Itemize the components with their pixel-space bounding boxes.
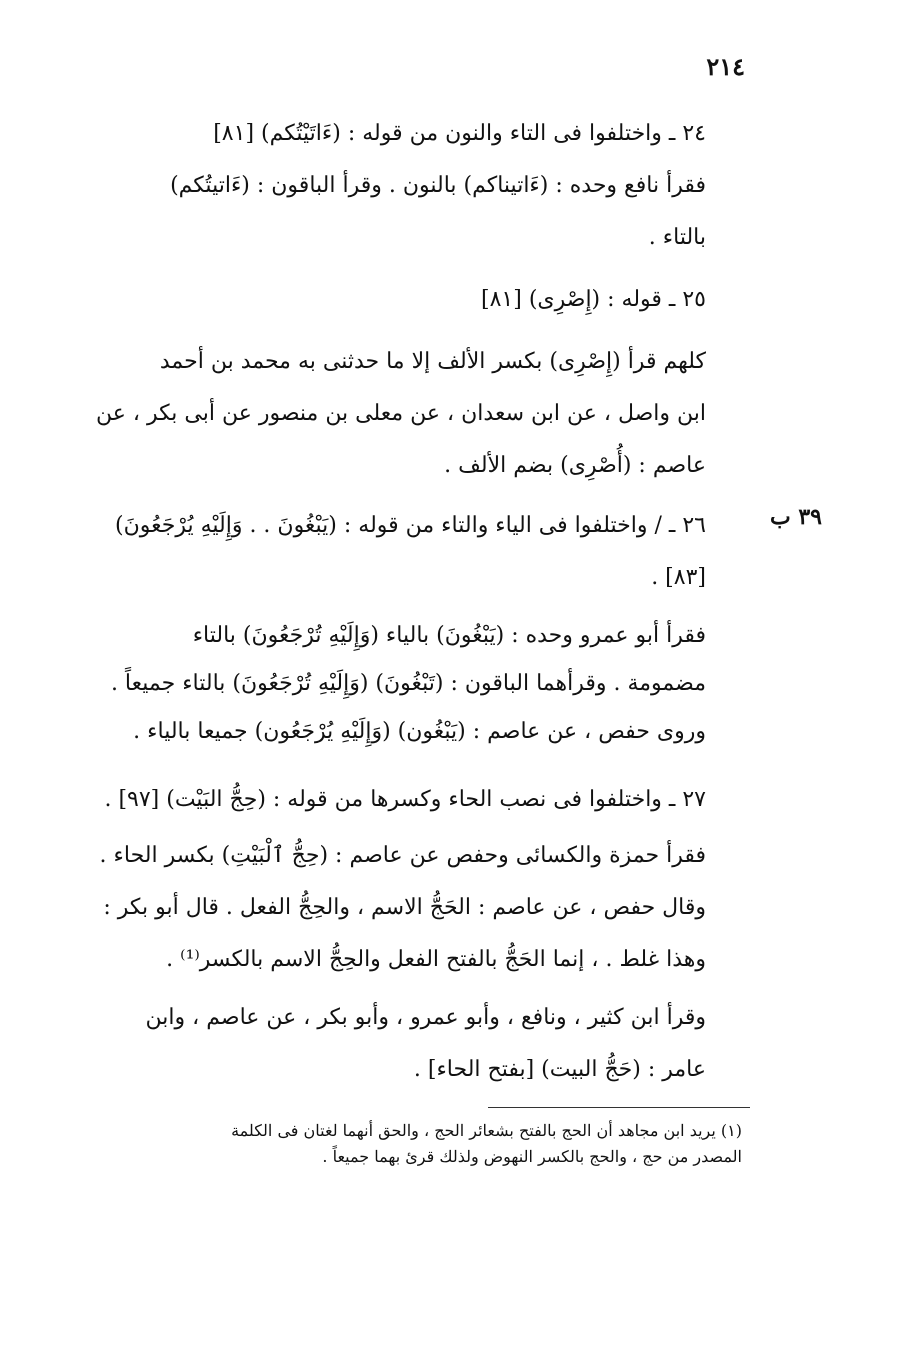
text-line: ٢٦ ـ / واختلفوا فى الياء والتاء من قوله : (يَبْغُونَ . . وَإِلَيْهِ يُرْجَعُونَ) — [115, 513, 706, 538]
paragraph-24 — [92, 108, 706, 264]
paragraph-27-conclusion — [92, 992, 706, 1096]
text-line: وهذا غلط . ، إنما الحَجُّ بالفتح الفعل والحِجُّ الاسم بالكسر⁽¹⁾ . — [166, 947, 706, 972]
text-line: عاصم : (أُصْرِى) بضم الألف . — [444, 453, 706, 478]
footnote-divider — [488, 1107, 750, 1108]
text-line: ٢٤ ـ واختلفوا فى التاء والنون من قوله : (ءَاتَيْتُكم) [٨١] — [213, 121, 706, 146]
paragraph-27-heading — [92, 774, 706, 826]
paragraph-26-heading — [92, 500, 706, 604]
paragraph-25-heading — [92, 274, 706, 326]
text-line: فقرأ أبو عمرو وحده : (يَبْغُونَ) بالياء (وَإِلَيْهِ تُرْجَعُونَ) بالتاء — [192, 623, 706, 648]
margin-folio-marker: ٣٩ ب — [769, 504, 822, 530]
text-line: [٨٣] . — [651, 565, 706, 590]
text-line: ٢٧ ـ واختلفوا فى نصب الحاء وكسرها من قوله : (حِجُّ البَيْت) [٩٧] . — [104, 787, 706, 812]
text-line: ابن واصل ، عن ابن سعدان ، عن معلى بن منصور عن أبى بكر ، عن — [96, 401, 706, 426]
footnote-line: المصدر من حج ، والحج بالكسر النهوض ولذلك قرئ بهما جميعاً . — [322, 1147, 742, 1166]
text-line: فقرأ نافع وحده : (ءَاتيناكم) بالنون . وقرأ الباقون : (ءَاتيتُكم) — [170, 173, 706, 198]
paragraph-27 — [92, 830, 706, 986]
text-line: بالتاء . — [648, 225, 706, 250]
paragraph-25 — [92, 336, 706, 492]
page-number: ٢١٤ — [706, 52, 745, 81]
paragraph-26 — [92, 612, 706, 756]
footnote-line: (١) يريد ابن مجاهد أن الحج بالفتح بشعائر الحج ، والحق أنهما لغتان فى الكلمة — [231, 1121, 742, 1140]
text-line: ٢٥ ـ قوله : (إِصْرِى) [٨١] — [481, 287, 706, 312]
text-line: وقرأ ابن كثير ، ونافع ، وأبو عمرو ، وأبو بكر ، عن عاصم ، وابن — [145, 1005, 706, 1030]
text-line: وروى حفص ، عن عاصم : (يَبْغُون) (وَإِلَيْهِ يُرْجَعُون) جميعا بالياء . — [133, 719, 706, 744]
text-line: مضمومة . وقرأهما الباقون : (تَبْغُونَ) (وَإِلَيْهِ تُرْجَعُونَ) بالتاء جميعاً . — [110, 671, 706, 696]
text-line: فقرأ حمزة والكسائى وحفص عن عاصم : (حِجُّ ٱلْبَيْتِ) بكسر الحاء . — [99, 843, 706, 868]
footnotes — [92, 1118, 742, 1170]
text-line: كلهم قرأ (إِصْرِى) بكسر الألف إلا ما حدثنى به محمد بن أحمد — [159, 349, 706, 374]
text-line: عامر : (حَجُّ البيت) [بفتح الحاء] . — [413, 1057, 706, 1082]
text-line: وقال حفص ، عن عاصم : الحَجُّ الاسم ، والحِجُّ الفعل . قال أبو بكر : — [103, 895, 706, 920]
